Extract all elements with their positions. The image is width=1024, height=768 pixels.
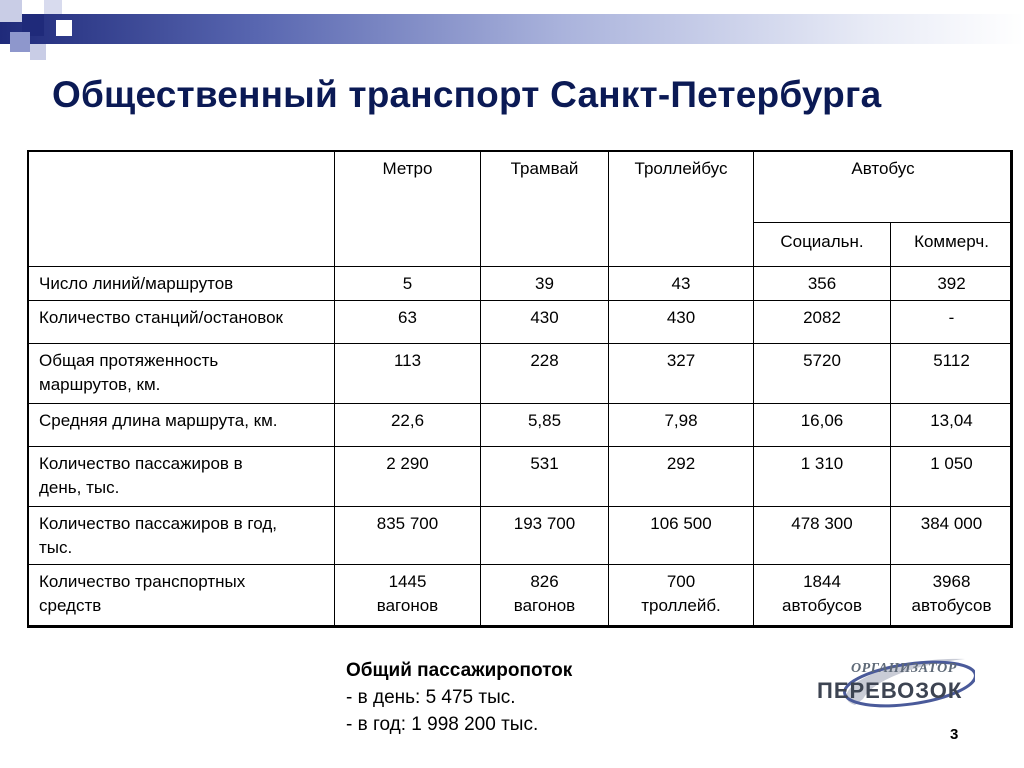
cell-metro: 63 — [335, 301, 481, 344]
cell-trolleybus: 7,98 — [609, 404, 754, 447]
page-title: Общественный транспорт Санкт-Петербурга — [52, 74, 882, 115]
row-label-line: маршрутов, км. — [39, 375, 161, 394]
row-label-line: средств — [39, 596, 102, 615]
decor-square-6 — [56, 20, 72, 36]
decor-square-5 — [30, 44, 46, 60]
decor-square-1 — [0, 0, 22, 22]
cell-bus-social: 356 — [754, 267, 891, 301]
cell-bus-commercial: 392 — [891, 267, 1013, 301]
cell-bus-social: 478 300 — [754, 507, 891, 565]
header-tram: Трамвай — [481, 151, 609, 267]
row-label-line: Количество пассажиров в год, — [39, 514, 277, 533]
cell-tram: 39 — [481, 267, 609, 301]
cell-trolleybus: 43 — [609, 267, 754, 301]
cell-bus-social: 2082 — [754, 301, 891, 344]
cell-trolleybus: 430 — [609, 301, 754, 344]
cell-line: 1844 — [803, 572, 841, 591]
row-label-line: Количество транспортных — [39, 572, 246, 591]
cell-bus-commercial: 384 000 — [891, 507, 1013, 565]
cell-metro: 5 — [335, 267, 481, 301]
cell-line: 826 — [530, 572, 559, 591]
cell-tram: 531 — [481, 447, 609, 507]
organizer-logo — [815, 655, 975, 713]
cell-bus-commercial: - — [891, 301, 1013, 344]
cell-bus-commercial: 13,04 — [891, 404, 1013, 447]
cell-trolleybus: 292 — [609, 447, 754, 507]
row-label-line: день, тыс. — [39, 478, 120, 497]
cell-trolleybus: 106 500 — [609, 507, 754, 565]
row-label: Число линий/маршрутов — [28, 267, 335, 301]
logo-top-text: ОРГАНИЗАТОР — [851, 661, 957, 676]
header-bus: Автобус — [754, 151, 1013, 223]
cell-line: 1445 — [388, 572, 427, 591]
row-label: Количество станций/остановок — [28, 301, 335, 344]
summary-per-day: - в день: 5 475 тыс. — [346, 687, 516, 708]
header-gradient-band — [0, 14, 1024, 44]
cell-metro: 835 700 — [335, 507, 481, 565]
decor-square-4 — [10, 32, 30, 52]
summary-title: Общий пассажиропоток — [346, 660, 573, 681]
cell-metro: 2 290 — [335, 447, 481, 507]
cell-trolleybus: 327 — [609, 344, 754, 404]
cell-bus-commercial: 5112 — [891, 344, 1013, 404]
row-label: Средняя длина маршрута, км. — [28, 404, 335, 447]
cell-line: автобусов — [911, 596, 992, 615]
cell-tram: 5,85 — [481, 404, 609, 447]
cell-line: троллейб. — [641, 596, 721, 615]
cell-bus-social: 1 310 — [754, 447, 891, 507]
table-outer-border — [27, 150, 1012, 627]
cell-bus-social: 16,06 — [754, 404, 891, 447]
row-label-line: Количество пассажиров в — [39, 454, 243, 473]
cell-metro: 22,6 — [335, 404, 481, 447]
cell-line: 700 — [666, 572, 696, 591]
row-label-line: тыс. — [39, 538, 73, 557]
logo-bottom-text: ПЕРЕВОЗОК — [817, 678, 963, 703]
cell-bus-social: 5720 — [754, 344, 891, 404]
header-metro: Метро — [335, 151, 481, 267]
cell-line: вагонов — [513, 596, 576, 615]
cell-metro: 113 — [335, 344, 481, 404]
cell-bus-commercial: 1 050 — [891, 447, 1013, 507]
header-trolleybus: Троллейбус — [609, 151, 754, 267]
header-bus-commercial: Коммерч. — [891, 223, 1013, 267]
row-label-line: Общая протяженность — [39, 351, 219, 370]
cell-line: 3968 — [932, 572, 971, 591]
header-bus-social: Социальн. — [754, 223, 891, 267]
cell-line: автобусов — [781, 596, 862, 615]
cell-tram: 228 — [481, 344, 609, 404]
page-number: 3 — [950, 726, 959, 743]
cell-line: вагонов — [376, 596, 439, 615]
cell-tram: 430 — [481, 301, 609, 344]
decor-square-3 — [44, 0, 62, 14]
summary-per-year: - в год: 1 998 200 тыс. — [346, 714, 539, 735]
cell-tram: 193 700 — [481, 507, 609, 565]
passenger-flow-summary — [346, 657, 572, 738]
